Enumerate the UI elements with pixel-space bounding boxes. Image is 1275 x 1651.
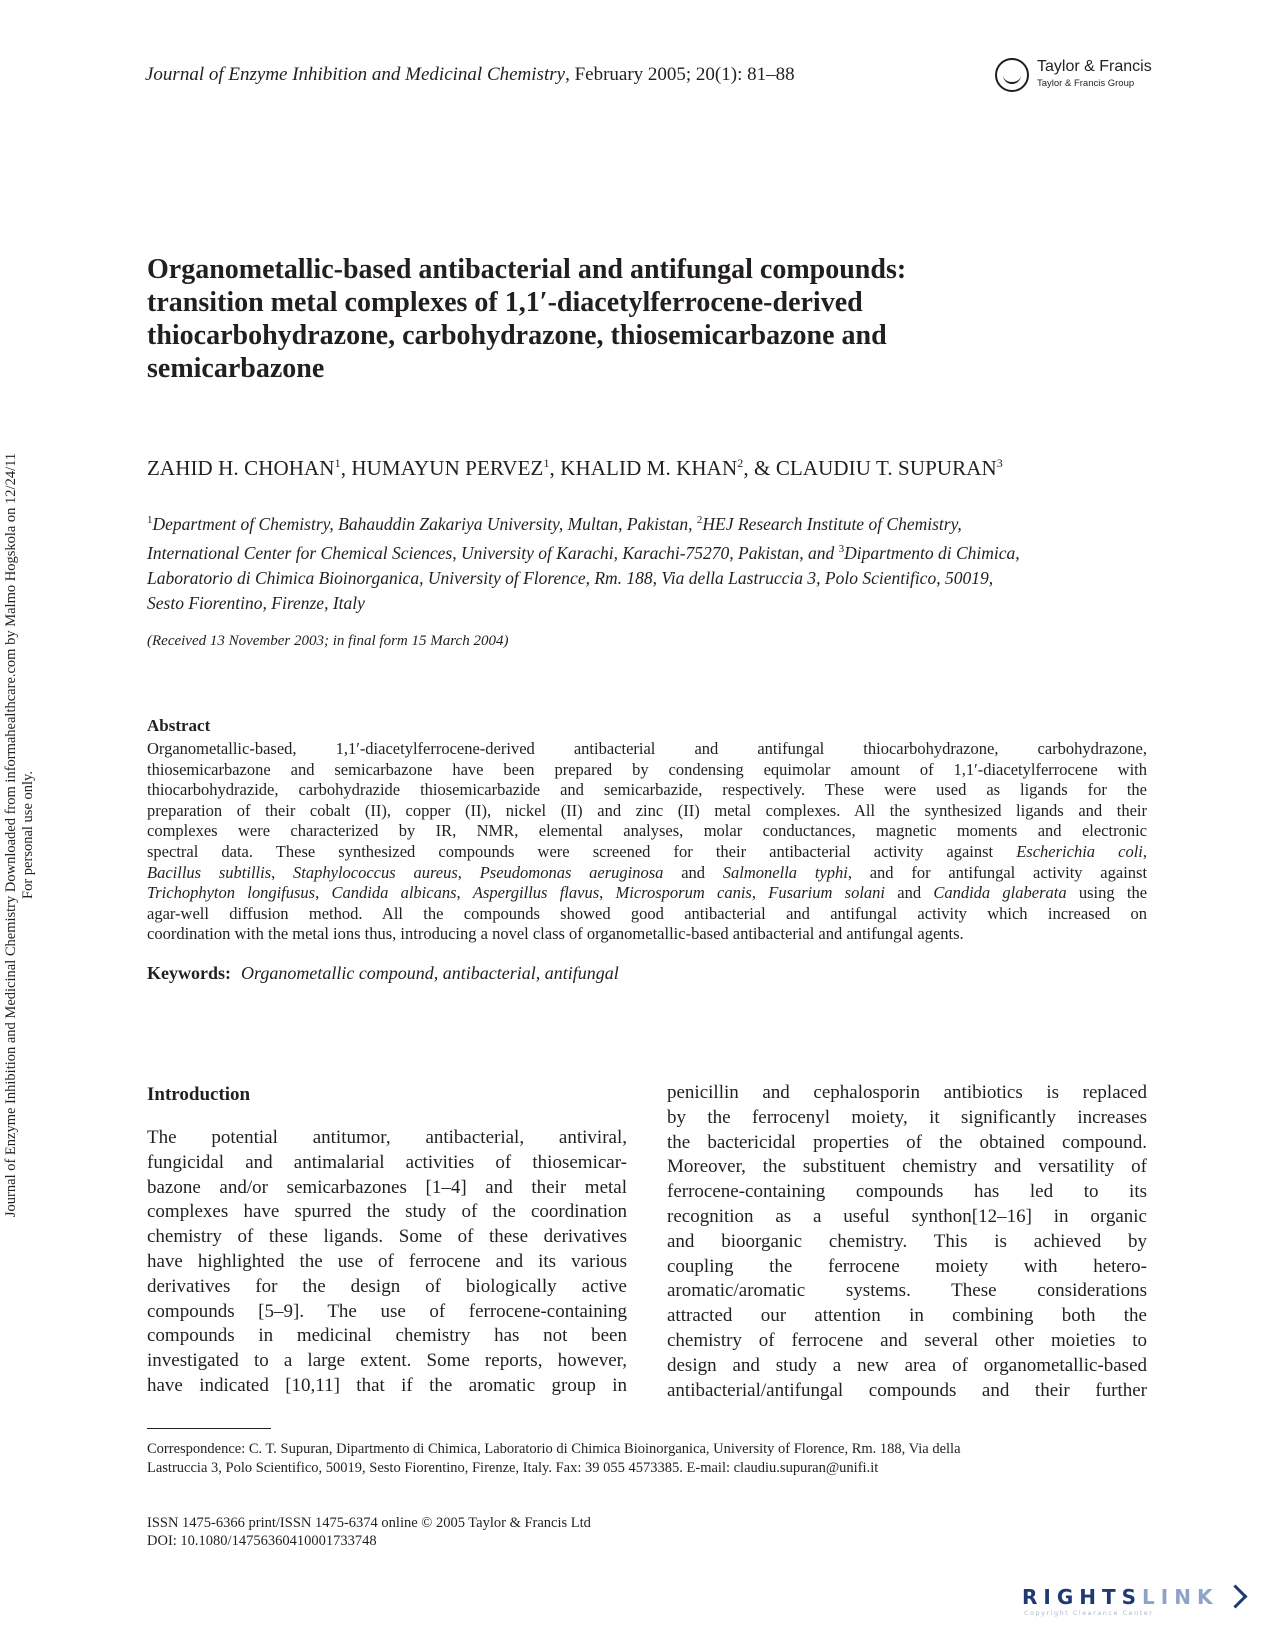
species-name: Microsporum canis — [615, 883, 752, 903]
species-name: Salmonella typhi — [722, 862, 848, 882]
correspondence-line: Correspondence: C. T. Supuran, Dipartmento di Chimica, Laboratorio di Chimica Bioinorganica, University of Florence, Rm. 188, Via della — [147, 1441, 961, 1457]
text-line: by the ferrocenyl moiety, it significantly increases — [667, 1106, 1147, 1128]
rightslink-word-a: RIGHTS — [1022, 1585, 1143, 1609]
text-line: bazone and/or semicarbazones [1–4] and their metal — [147, 1176, 627, 1198]
affiliation-mark: 1 — [147, 514, 153, 526]
author-separator: , & — [743, 456, 776, 480]
text-line: and bioorganic chemistry. This is achieved by — [667, 1230, 1147, 1252]
publisher-group: Taylor & Francis Group — [1037, 78, 1135, 89]
text-line: recognition as a useful synthon[12–16] in organic — [667, 1205, 1147, 1227]
species-name: Bacillus subtillis — [147, 862, 272, 882]
abstract-line: thiocarbohydrazide, carbohydrazide thiosemicarbazide and semicarbazide, respectively. These were used as ligands for the — [147, 780, 1147, 800]
article-title — [147, 253, 1097, 385]
correspondence-line: Lastruccia 3, Polo Scientifico, 50019, Sesto Fiorentino, Firenze, Italy. Fax: 39 055 4573385. E-mail: claudiu.supuran@unifi.it — [147, 1459, 879, 1476]
download-note-line2: For personal use only. — [20, 771, 36, 899]
author-affiliation-mark: 3 — [996, 456, 1003, 470]
abstract-text: , — [751, 883, 769, 903]
title-line: Organometallic-based antibacterial and antifungal compounds: — [147, 254, 907, 285]
keywords — [147, 963, 619, 984]
abstract-text: and — [663, 862, 723, 882]
title-line: transition metal complexes of 1,1′-diacetylferrocene-derived — [147, 287, 863, 318]
text-line: penicillin and cephalosporin antibiotics is replaced — [667, 1082, 1147, 1103]
affiliation-text: HEJ Research Institute of Chemistry, — [702, 513, 962, 534]
species-name: Candida albicans — [331, 883, 457, 903]
text-line: antibacterial/antifungal compounds and their further — [667, 1379, 1147, 1401]
text-line: ferrocene-containing compounds has led to its — [667, 1181, 1147, 1203]
affiliations — [147, 508, 1157, 616]
intro-column-left — [147, 1126, 627, 1399]
author-name: HUMAYUN PERVEZ — [351, 456, 544, 480]
text-line: compounds in medicinal chemistry has not been — [147, 1325, 627, 1347]
issn: ISSN 1475-6366 print/ISSN 1475-6374 online © 2005 Taylor & Francis Ltd — [147, 1515, 591, 1531]
abstract-line: complexes were characterized by IR, NMR, elemental analyses, molar conductances, magnetic moments and electronic — [147, 821, 1147, 841]
text-line: complexes have spurred the study of the coordination — [147, 1201, 627, 1223]
author-affiliation-mark: 1 — [334, 456, 341, 470]
abstract-line — [147, 883, 1147, 904]
lamp-icon — [995, 58, 1029, 92]
abstract-line: agar-well diffusion method. All the compounds showed good antibacterial and antifungal activity which increased on — [147, 903, 1147, 923]
keywords-text: Organometallic compound, antibacterial, antifungal — [241, 963, 619, 983]
species-name: Escherichia coli — [1016, 841, 1143, 861]
abstract-text: , — [599, 883, 616, 903]
received-dates: (Received 13 November 2003; in final form 15 March 2004) — [147, 633, 509, 649]
abstract-line: Organometallic-based, 1,1′-diacetylferrocene-derived antibacterial and antifungal thiocarbohydrazone, carbohydrazone, — [147, 739, 1147, 758]
section-heading-introduction: Introduction — [147, 1084, 251, 1105]
download-note-line1: Journal of Enzyme Inhibition and Medicinal Chemistry Downloaded from informahealthcare.com by Malmo Hogskola on 12/24/11 — [3, 452, 19, 1218]
species-name: Candida glaberata — [933, 883, 1067, 903]
abstract-line: thiosemicarbazone and semicarbazone have been prepared by condensing equimolar amount of 1,1′-diacetylferrocene with — [147, 759, 1147, 779]
publisher-logo — [995, 56, 1165, 98]
abstract-heading: Abstract — [147, 716, 211, 735]
author-separator: , — [340, 456, 352, 480]
author-affiliation-mark: 1 — [543, 456, 550, 470]
text-line: aromatic/aromatic systems. These considerations — [667, 1280, 1147, 1302]
author-name: ZAHID H. CHOHAN — [147, 456, 335, 480]
abstract-text: , — [315, 883, 332, 903]
keywords-label: Keywords: — [147, 963, 231, 983]
text-line: chemistry of ferrocene and several other moieties to — [667, 1329, 1147, 1351]
rightslink-subtitle: Copyright Clearance Center — [1024, 1609, 1154, 1617]
chevron-right-icon — [1223, 1584, 1247, 1608]
correspondence — [147, 1440, 1152, 1477]
download-note — [0, 385, 36, 1285]
affiliation-line — [147, 537, 1157, 566]
affiliation-line: Laboratorio di Chimica Bioinorganica, University of Florence, Rm. 188, Via della Lastruccia 3, Polo Scientifico, 50019, — [147, 567, 994, 588]
running-head — [145, 64, 795, 86]
text-line: have indicated [10,11] that if the aromatic group in — [147, 1374, 627, 1396]
author-name: KHALID M. KHAN — [560, 456, 738, 480]
abstract-text: spectral data. These synthesized compounds were screened for their antibacterial activity against — [147, 841, 1017, 861]
rightslink-logo — [1022, 1585, 1252, 1625]
footnote-rule — [147, 1428, 271, 1429]
author-list — [147, 456, 1147, 481]
title-line: thiocarbohydrazone, carbohydrazone, thiosemicarbazone and — [147, 320, 887, 351]
text-line: derivatives for the design of biologically active — [147, 1275, 627, 1297]
publisher-name: Taylor & Francis — [1037, 58, 1152, 75]
abstract-body — [147, 739, 1147, 945]
abstract-text: , — [456, 883, 473, 903]
species-name: Aspergillus flavus — [472, 883, 600, 903]
species-name: Pseudomonas aeruginosa — [479, 862, 664, 882]
text-line: attracted our attention in combining both the — [667, 1305, 1147, 1327]
text-line: Moreover, the substituent chemistry and versatility of — [667, 1156, 1147, 1178]
abstract-line: preparation of their cobalt (II), copper (II), nickel (II) and zinc (II) metal complexes. All the synthesized ligands and their — [147, 800, 1147, 820]
author-name: CLAUDIU T. SUPURAN — [775, 456, 997, 480]
issn-block — [147, 1515, 591, 1550]
author-affiliation-mark: 2 — [737, 456, 744, 470]
text-line: fungicidal and antimalarial activities of thiosemicar- — [147, 1151, 627, 1173]
abstract-text: , and for antifungal activity against — [847, 862, 1148, 882]
author-separator: , — [549, 456, 561, 480]
text-line: The potential antitumor, antibacterial, antiviral, — [147, 1127, 627, 1148]
text-line: compounds [5–9]. The use of ferrocene-containing — [147, 1300, 627, 1322]
text-line: have highlighted the use of ferrocene and its various — [147, 1250, 627, 1272]
text-line: investigated to a large extent. Some reports, however, — [147, 1350, 627, 1372]
affiliation-mark: 2 — [696, 514, 703, 526]
intro-column-right — [667, 1081, 1147, 1403]
affiliation-text: International Center for Chemical Sciences, University of Karachi, Karachi-75270, Pakistan, and — [147, 542, 839, 563]
journal-name: Journal of Enzyme Inhibition and Medicinal Chemistry — [145, 64, 566, 85]
abstract-line — [147, 863, 1147, 884]
abstract-line — [147, 842, 1147, 863]
species-name: Fusarium solani — [768, 883, 885, 903]
title-line: semicarbazone — [147, 353, 325, 384]
affiliation-mark: 3 — [838, 542, 845, 555]
text-line: design and study a new area of organometallic-based — [667, 1354, 1147, 1376]
abstract-text: , — [271, 862, 294, 882]
abstract-text: , — [1142, 841, 1147, 861]
abstract-line: coordination with the metal ions thus, introducing a novel class of organometallic-based antibacterial and antifungal agents. — [147, 924, 964, 944]
affiliation-line: Sesto Fiorentino, Firenze, Italy — [147, 592, 365, 613]
abstract-text: and — [885, 883, 934, 903]
species-name: Staphylococcus aureus — [293, 862, 458, 882]
abstract-text: using the — [1066, 883, 1148, 903]
doi: DOI: 10.1080/14756360410001733748 — [147, 1532, 377, 1549]
text-line: the bactericidal properties of the obtained compound. — [667, 1131, 1147, 1153]
text-line: chemistry of these ligands. Some of these derivatives — [147, 1226, 627, 1248]
abstract-text: , — [457, 862, 480, 882]
text-line: coupling the ferrocene moiety with hetero- — [667, 1255, 1147, 1277]
affiliation-text: Department of Chemistry, Bahauddin Zakariya University, Multan, Pakistan, — [152, 513, 697, 534]
species-name: Trichophyton longifusus — [147, 883, 316, 903]
journal-issue: , February 2005; 20(1): 81–88 — [565, 64, 795, 85]
affiliation-text: Dipartmento di Chimica, — [844, 542, 1020, 563]
affiliation-line — [147, 508, 1157, 537]
rightslink-word-b: LINK — [1142, 1585, 1219, 1609]
